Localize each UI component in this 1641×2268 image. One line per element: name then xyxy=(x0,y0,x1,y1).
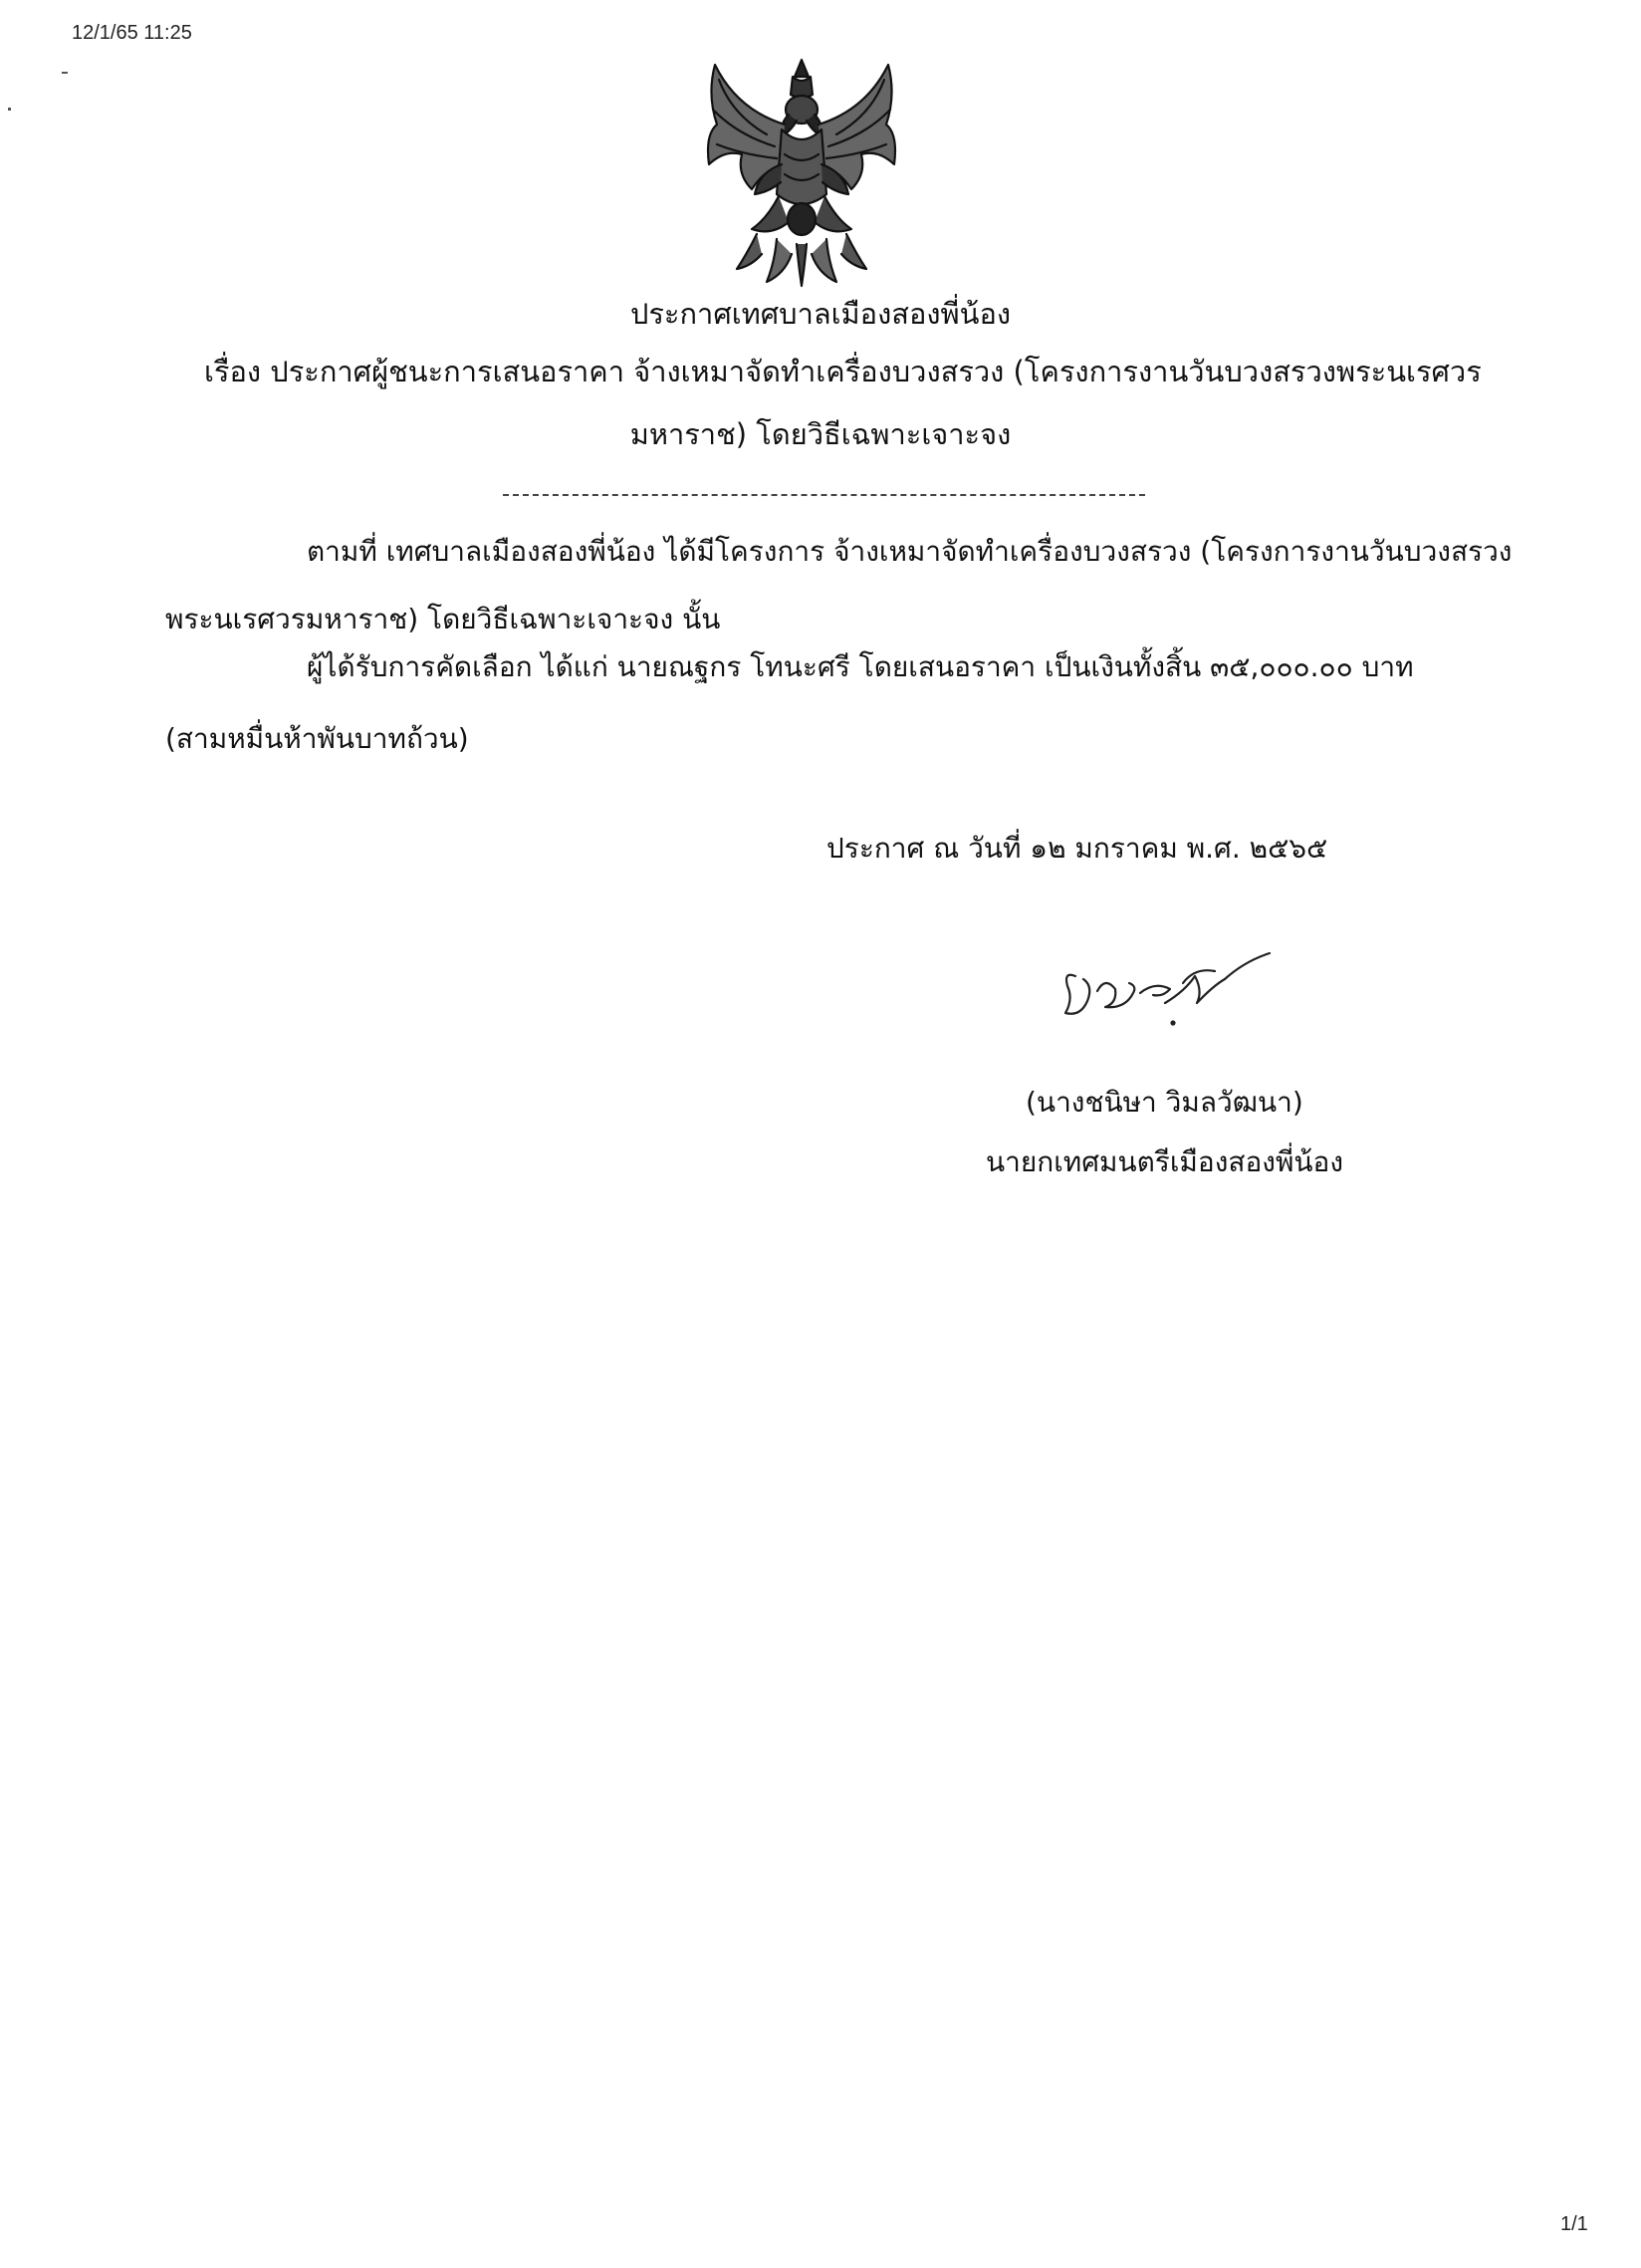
garuda-emblem-icon xyxy=(697,55,906,289)
subject-line: เรื่อง ประกาศผู้ชนะการเสนอราคา จ้างเหมาจัดทำเครื่องบวงสรวง (โครงการงานวันบวงสรวงพระนเรศวร xyxy=(204,355,1482,388)
body-paragraph-line: (สามหมื่นห้าพันบาทถ้วน) xyxy=(165,722,469,755)
page-number: 1/1 xyxy=(1560,2213,1588,2235)
body-paragraph-line: พระนเรศวรมหาราช) โดยวิธีเฉพาะเจาะจง นั้น xyxy=(165,603,721,635)
print-timestamp: 12/1/65 11:25 xyxy=(72,22,192,44)
signer-position: นายกเทศมนตรีเมืองสองพี่น้อง xyxy=(986,1145,1344,1178)
body-paragraph-line: ผู้ได้รับการคัดเลือก ได้แก่ นายณฐกร โทนะศรี โดยเสนอราคา เป็นเงินทั้งสิ้น ๓๕,๐๐๐.๐๐ บาท xyxy=(307,650,1414,683)
handwritten-signature-icon xyxy=(1046,931,1275,1031)
scan-speck xyxy=(62,72,68,74)
document-title: ประกาศเทศบาลเมืองสองพี่น้อง xyxy=(629,297,1012,331)
scan-speck xyxy=(8,108,11,111)
subject-line: มหาราช) โดยวิธีเฉพาะเจาะจง xyxy=(629,417,1012,451)
body-paragraph-line: ตามที่ เทศบาลเมืองสองพี่น้อง ได้มีโครงการ จ้างเหมาจัดทำเครื่องบวงสรวง (โครงการงานวันบวงสรวง xyxy=(307,535,1513,568)
signer-name: (นางชนิษา วิมลวัฒนา) xyxy=(1026,1086,1303,1119)
announcement-date: ประกาศ ณ วันที่ ๑๒ มกราคม พ.ศ. ๒๕๖๕ xyxy=(826,832,1328,865)
dashed-divider xyxy=(503,494,1145,496)
